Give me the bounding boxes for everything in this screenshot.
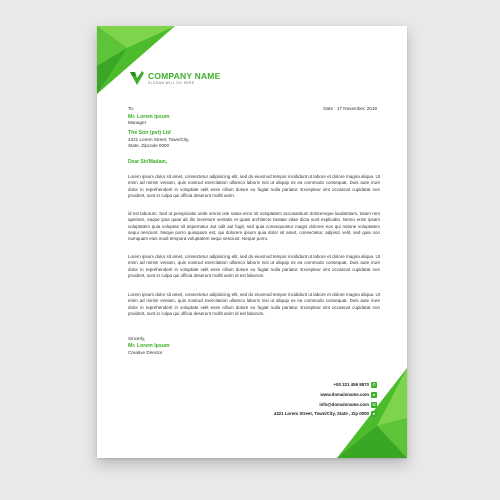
body-paragraph-3: Lorem ipsum dolor sit amet, consectetur adipisicing elit, sed do eiusmod tempor incididunt ut labore et dolore magna aliqua. Ut enim ad minim veniam, quis nostrud exercitation ullamco laboris nisi ut aliquip ex ea commodo consequat. Duis aute irure dolor in reprehenderit in voluptate velit esse cillum dolore eu fugiat nulla pariatur. Excepteur sint occaecat cupidatat non proident, sunt in culpa qui officia deserunt mollit anim id est laborum. bbox=[128, 254, 380, 278]
body-paragraph-1: Lorem ipsum dolor sit amet, consectetur adipisicing elit, sed do eiusmod tempor incididunt ut labore et dolore magna aliqua. Ut enim ad minim veniam, quis nostrud exercitation ullamco laboris nisi ut aliquip ex ea commodo consequat. Duis aute irure dolor in reprehenderit in voluptate velit esse cillum dolore eu fugiat nulla pariatur. Excepteur sint occaecat cupidatat non proident, sunt in culpa qui officia deserunt mollit anim. bbox=[128, 174, 380, 198]
recipient-title: Manager bbox=[128, 120, 147, 125]
contact-email: info@domainname.com bbox=[319, 402, 369, 407]
to-label: To, bbox=[128, 106, 135, 111]
location-icon: ● bbox=[372, 411, 376, 416]
salutation: Dear Sir/Madam, bbox=[128, 159, 168, 165]
closing-text: Sincerly, bbox=[128, 336, 146, 341]
letter-date: Date : 17 November, 2019 bbox=[323, 106, 377, 111]
company-slogan: SLOGAN WILL GO HERE bbox=[148, 81, 195, 85]
phone-icon: ✆ bbox=[372, 382, 376, 387]
recipient-address-line2: State, Zipcode 0000 bbox=[128, 143, 170, 148]
recipient-name: Mr. Lorem Ipsum bbox=[128, 114, 170, 120]
mail-icon: ✉ bbox=[372, 402, 376, 407]
signer-title: Creative Director bbox=[128, 350, 163, 355]
body-paragraph-2: id est laborum. Sed ut perspiciatis unde omnis iste natus error sit voluptatem accusantium doloremque laudantium, totam rem aperiam, eaque ipsa quae ab illo inventore veritatis et quasi architecto beatae vitae dicta sunt explicabo. Nemo enim ipsam voluptatem quia voluptas sit aspernatur aut odit aut fugit, sed quia consequuntur magni dolores eos qui ratione voluptatem sequi nesciunt. Neque porro quisquam est, qui dolorem ipsum quia dolor sit amet, consectetur, adipisci velit, sed quia non numquam eius modi tempora voluptatem sequi nesciunt. Neque porro. bbox=[128, 211, 380, 242]
contact-website: www.domainname.com bbox=[320, 392, 369, 397]
contact-address: 4321 Lorem Street, Town/City, State , Zip 0000 bbox=[273, 411, 369, 416]
signer-name: Mr. Lorem Ipsum bbox=[128, 343, 170, 349]
globe-icon: ● bbox=[372, 392, 376, 397]
v-check-logo-icon bbox=[129, 70, 145, 86]
recipient-company: The Son (pvt) Ltd bbox=[128, 130, 171, 136]
contact-phone: +00 321 456 9870 bbox=[333, 382, 369, 387]
letterhead-page bbox=[97, 26, 407, 458]
company-name: COMPANY NAME bbox=[148, 71, 221, 81]
body-paragraph-4: Lorem ipsum dolor sit amet, consectetur adipisicing elit, sed do eiusmod tempor incididunt ut labore et dolore magna aliqua. Ut enim ad minim veniam, quis nostrud exercitation ullamco laboris nisi ut aliquip ex ea commodo consequat. Duis aute irure dolor in reprehenderit in voluptate velit esse cillum dolore eu fugiat nulla pariatur. Excepteur sint occaecat cupidatat non proident, sunt in culpa qui officia deserunt mollit anim id est laborum. bbox=[128, 292, 380, 316]
recipient-address-line1: 4321 Lorem Street, Town/City, bbox=[128, 137, 190, 142]
